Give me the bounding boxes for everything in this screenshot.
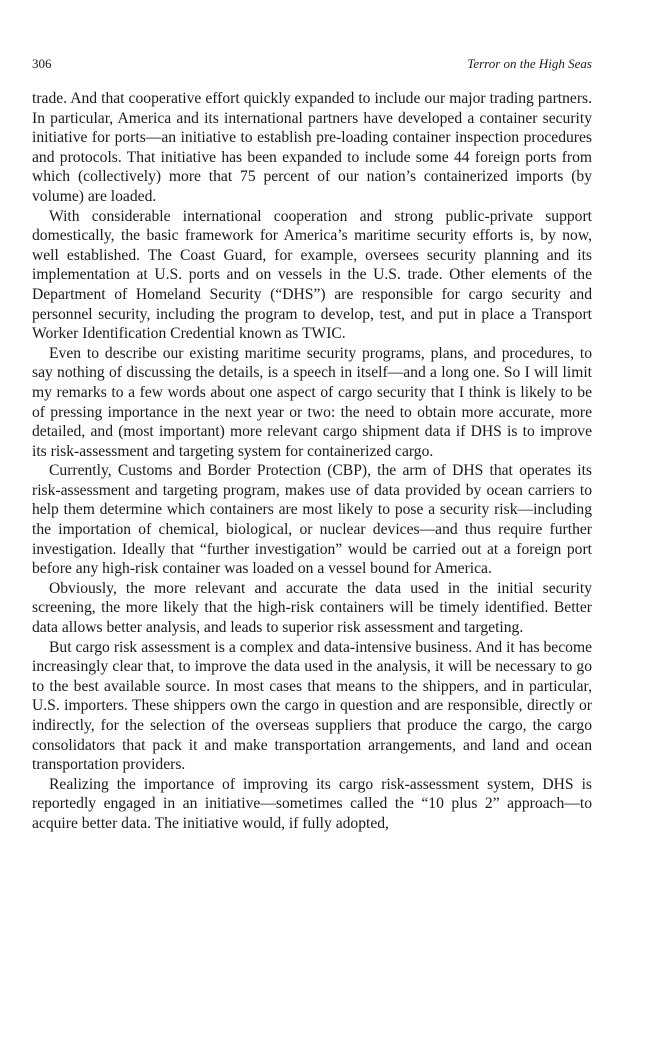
book-page bbox=[32, 56, 592, 834]
paragraph-2: With considerable international cooperation and strong public-private support domestically, the basic framework for America’s maritime security efforts is, by now, well established. The Coast Guard, for example, oversees security planning and its implementation at U.S. ports and on vessels in the U.S. trade. Other elements of the Department of Homeland Security (“DHS”) are responsible for cargo security and personnel security, including the program to develop, test, and put in place a Transport Worker Identification Credential known as TWIC. bbox=[32, 207, 592, 343]
paragraph-3: Even to describe our existing maritime security programs, plans, and procedures, to say nothing of discussing the details, is a speech in itself—and a long one. So I will limit my remarks to a few words about one aspect of cargo security that I think is likely to be of pressing importance in the next year or two: the need to obtain more accurate, more detailed, and (most important) more relevant cargo shipment data if DHS is to improve its risk-assessment and targeting system for containerized cargo. bbox=[32, 344, 592, 460]
paragraph-1: trade. And that cooperative effort quickly expanded to include our major trading partners. In particular, America and its international partners have developed a container security initiative for ports—an initiative to establish pre-loading container inspection procedures and protocols. That initiative has been expanded to include some 44 foreign ports from which (collectively) more that 75 percent of our nation’s containerized imports (by volume) are loaded. bbox=[32, 90, 592, 205]
page-number: 306 bbox=[32, 56, 52, 71]
paragraph-7: Realizing the importance of improving its cargo risk-assessment system, DHS is reportedly engaged in an initiative—sometimes called the “10 plus 2” approach—to acquire better data. The initiative would, if fully adopted, bbox=[32, 775, 592, 832]
body-text bbox=[32, 89, 592, 834]
running-title: Terror on the High Seas bbox=[467, 56, 592, 71]
running-head bbox=[32, 56, 592, 72]
paragraph-6: But cargo risk assessment is a complex and data-intensive business. And it has become increasingly clear that, to improve the data used in the analysis, it will be necessary to go to the best available source. In most cases that means to the shippers, and in particular, U.S. importers. These shippers own the cargo in question and are responsible, directly or indirectly, for the selection of the overseas suppliers that produce the cargo, the cargo consolidators that pack it and make transportation arrangements, and land and ocean transportation providers. bbox=[32, 638, 592, 774]
paragraph-5: Obviously, the more relevant and accurate the data used in the initial security screening, the more likely that the high-risk containers will be timely identified. Better data allows better analysis, and leads to superior risk assessment and targeting. bbox=[32, 579, 592, 637]
paragraph-4: Currently, Customs and Border Protection (CBP), the arm of DHS that operates its risk-assessment and targeting program, makes use of data provided by ocean carriers to help them determine which containers are most likely to pose a security risk—including the importation of chemical, biological, or nuclear devices—and thus require further investigation. Ideally that “further investigation” would be carried out at a foreign port before any high-risk container was loaded on a vessel bound for America. bbox=[32, 462, 592, 578]
